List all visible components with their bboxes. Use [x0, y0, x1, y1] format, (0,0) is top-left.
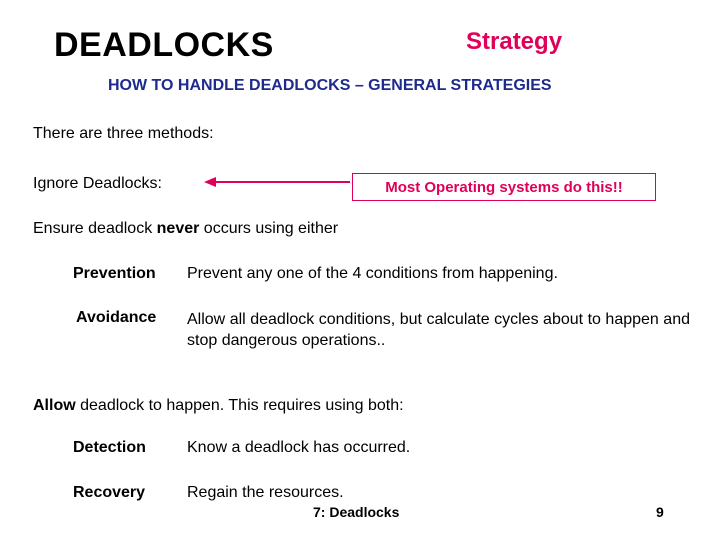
ensure-suffix: occurs using either [199, 220, 339, 237]
detection-desc: Know a deadlock has occurred. [187, 439, 411, 456]
intro-text: There are three methods: [33, 125, 214, 142]
callout-text: Most Operating systems do this!! [385, 178, 623, 196]
ignore-label: Ignore Deadlocks: [33, 175, 162, 192]
recovery-desc: Regain the resources. [187, 484, 344, 501]
slide-title: DEADLOCKS [54, 26, 274, 64]
footer-page-number: 9 [656, 504, 664, 520]
avoidance-desc: Allow all deadlock conditions, but calculate cycles about to happen and stop dangerous operations.. [187, 311, 690, 349]
section-tag: Strategy [466, 28, 563, 55]
avoidance-term: Avoidance [76, 309, 157, 326]
ensure-bold: never [156, 220, 200, 237]
allow-suffix: deadlock to happen. This requires using both: [75, 397, 404, 414]
ensure-prefix: Ensure deadlock [33, 220, 157, 237]
prevention-desc: Prevent any one of the 4 conditions from happening. [187, 265, 558, 282]
prevention-term: Prevention [73, 265, 156, 282]
detection-term: Detection [73, 439, 146, 456]
allow-bold: Allow [33, 397, 76, 414]
footer-chapter: 7: Deadlocks [313, 504, 400, 520]
slide-subtitle: HOW TO HANDLE DEADLOCKS – GENERAL STRATEGIES [108, 77, 552, 94]
recovery-term: Recovery [73, 484, 146, 501]
callout-box [352, 173, 656, 201]
left-arrow-icon [204, 175, 354, 189]
allow-line [33, 397, 404, 415]
ensure-line [33, 220, 338, 238]
